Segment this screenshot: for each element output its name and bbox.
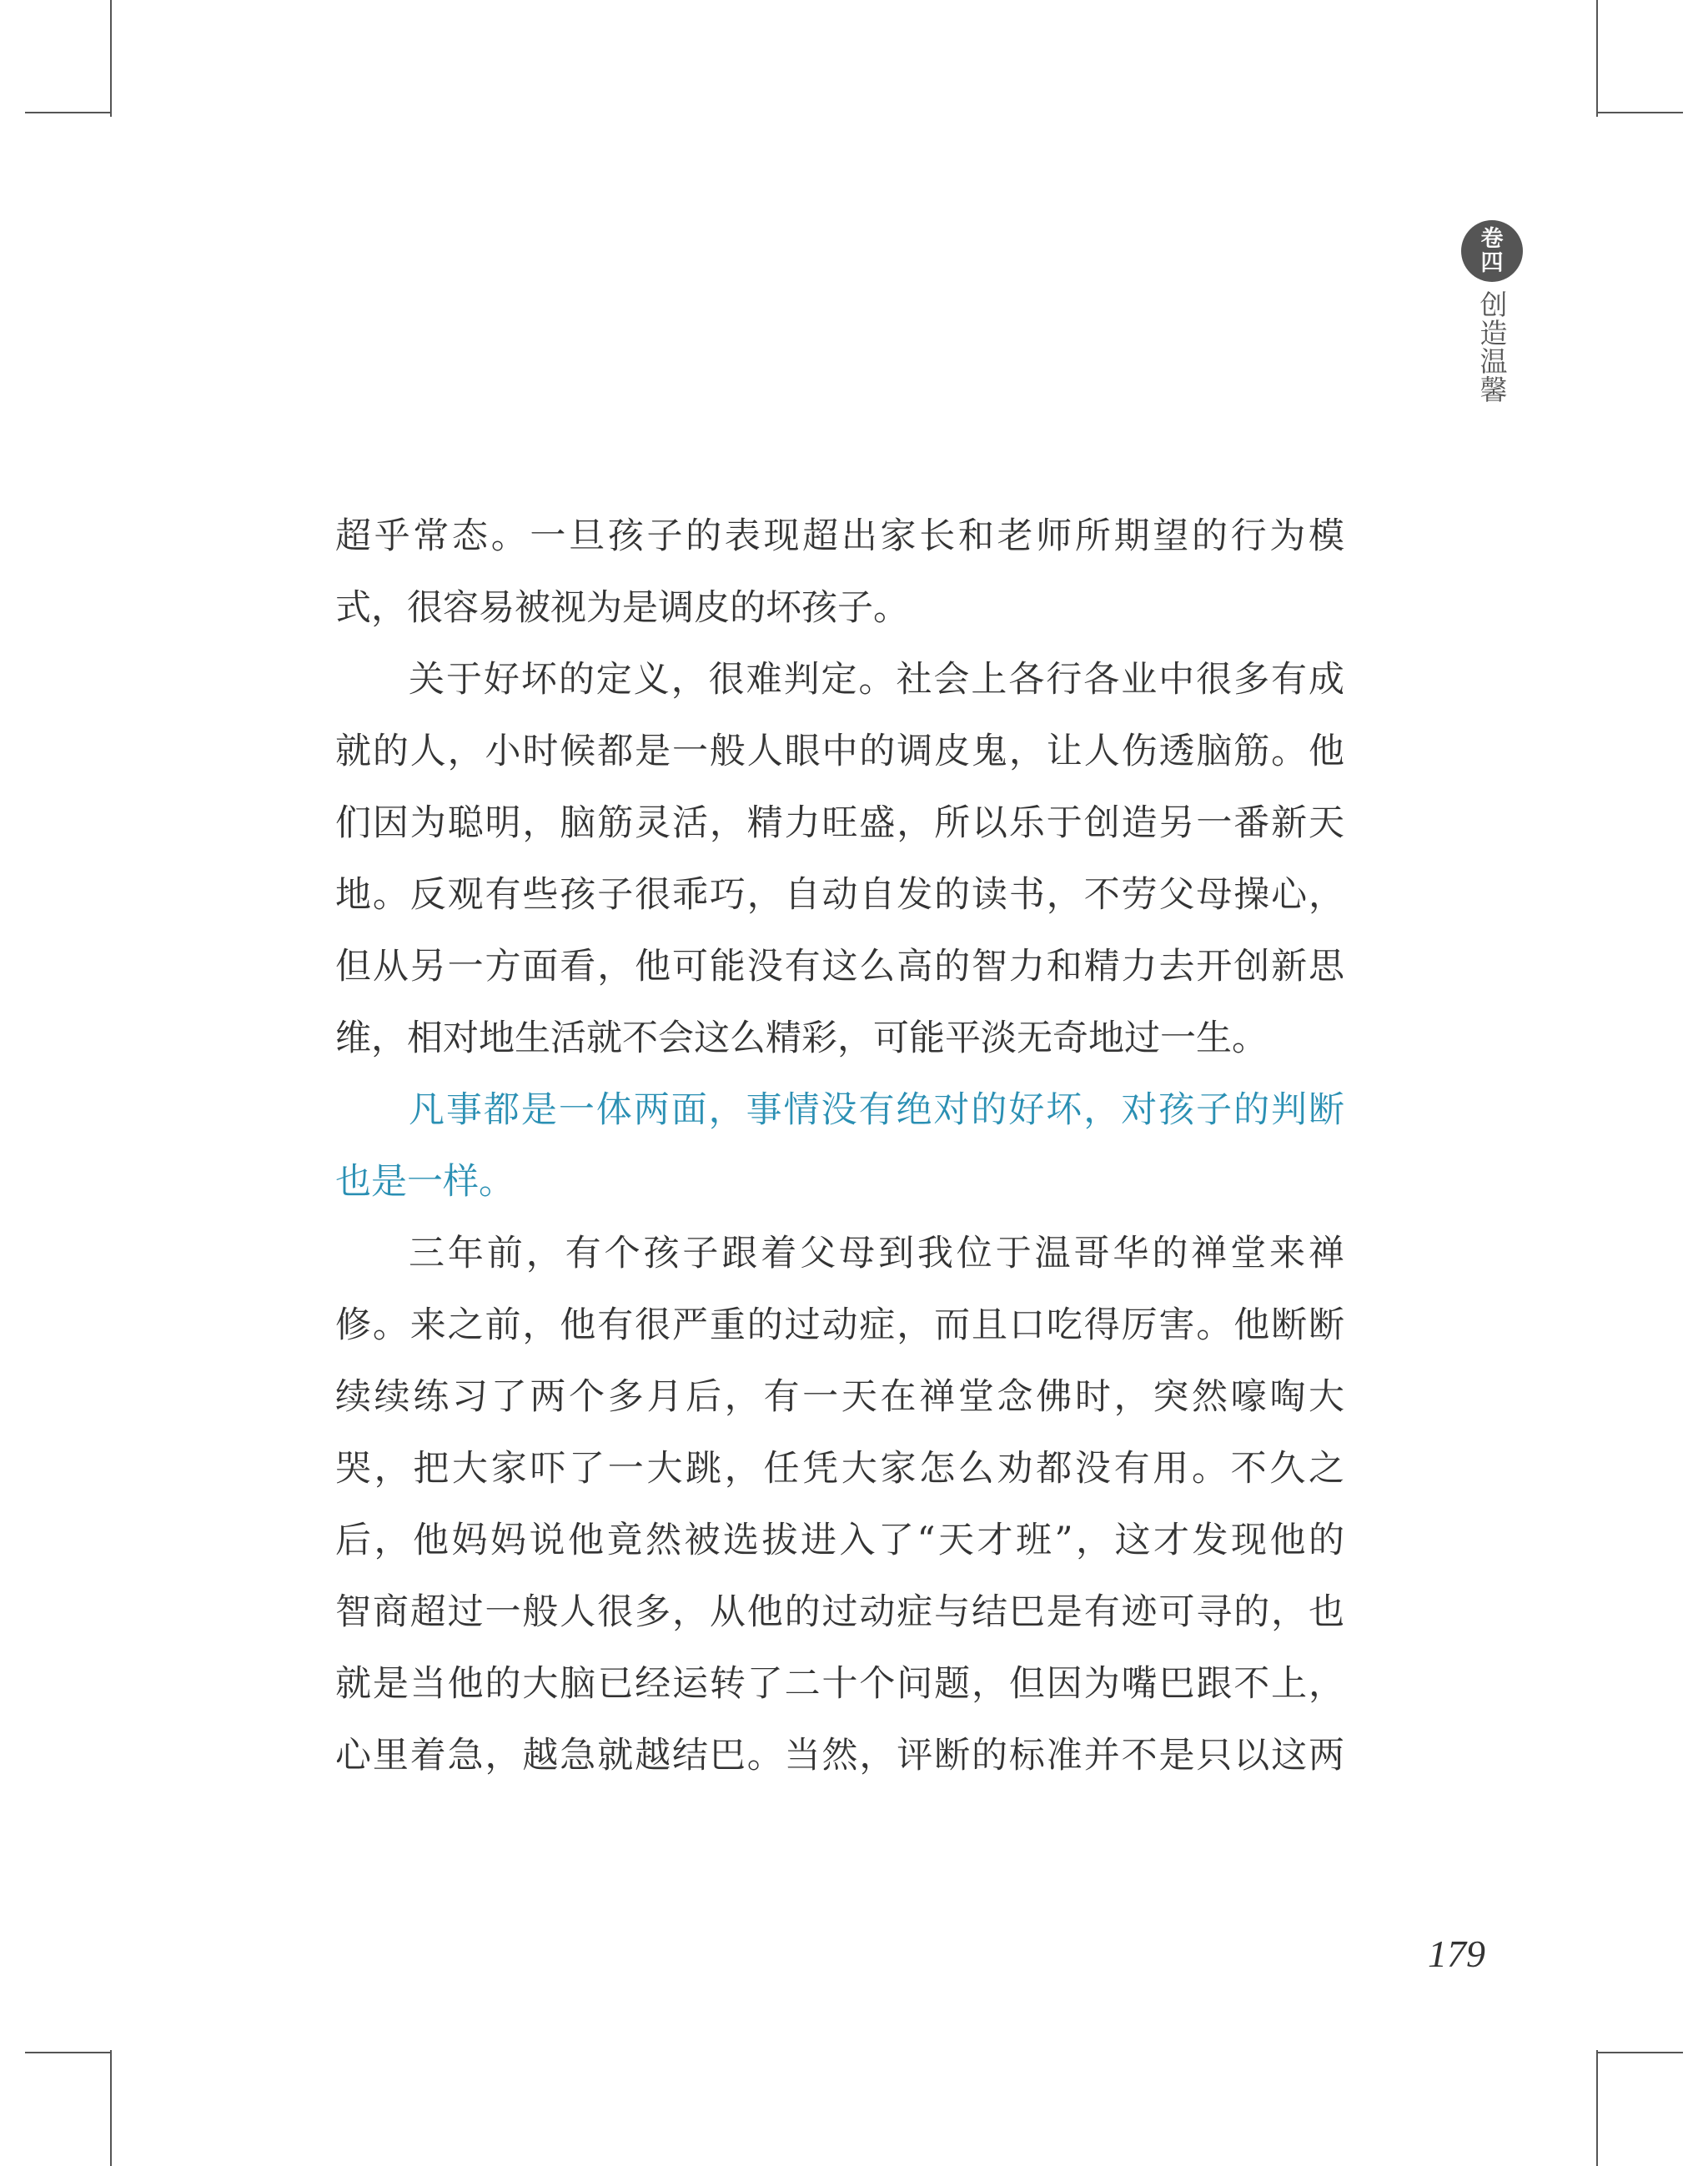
crop-mark-bottom-right-vertical [1596,2050,1598,2166]
text-line: 智商超过一般人很多，从他的过动症与结巴是有迹可寻的，也 [335,1591,1344,1633]
crop-mark-top-right-vertical [1596,0,1598,117]
text-line: 就的人，小时候都是一般人眼中的调皮鬼，让人伤透脑筋。他 [335,731,1344,772]
chapter-badge [1461,220,1523,282]
chapter-title: 创造温馨 [1475,290,1509,404]
text-line: 就是当他的大脑已经运转了二十个问题，但因为嘴巴跟不上， [335,1663,1344,1705]
text-line: 们因为聪明，脑筋灵活，精力旺盛，所以乐于创造另一番新天 [335,802,1344,844]
text-line: 续续练习了两个多月后，有一天在禅堂念佛时，突然嚎啕大 [335,1376,1344,1418]
text-line: 修。来之前，他有很严重的过动症，而且口吃得厉害。他断断 [335,1304,1344,1346]
chapter-badge-top: 卷 [1480,226,1504,252]
crop-mark-top-left-horizontal [25,112,112,113]
crop-mark-bottom-right-horizontal [1596,2052,1683,2053]
text-line: 三年前，有个孩子跟着父母到我位于温哥华的禅堂来禅 [409,1233,1344,1274]
text-line: 式，很容易被视为是调皮的坏孩子。 [335,587,909,629]
text-line: 哭，把大家吓了一大跳，任凭大家怎么劝都没有用。不久之 [335,1448,1344,1490]
highlight-line: 凡事都是一体两面，事情没有绝对的好坏，对孩子的判断 [409,1089,1344,1131]
crop-mark-top-left-vertical [110,0,112,117]
crop-mark-bottom-left-vertical [110,2050,112,2166]
text-line: 超乎常态。一旦孩子的表现超出家长和老师所期望的行为模 [335,515,1344,557]
text-line: 后，他妈妈说他竟然被选拔进入了“天才班”，这才发现他的 [335,1520,1344,1561]
highlight-line: 也是一样。 [335,1161,515,1203]
crop-mark-top-right-horizontal [1596,112,1683,113]
text-line: 维，相对地生活就不会这么精彩，可能平淡无奇地过一生。 [335,1018,1268,1059]
chapter-tab [1459,220,1525,407]
text-line: 地。反观有些孩子很乖巧，自动自发的读书，不劳父母操心， [335,874,1344,916]
body-text [335,500,1344,1792]
chapter-badge-bottom: 四 [1480,250,1504,276]
crop-mark-bottom-left-horizontal [25,2052,112,2053]
text-line: 但从另一方面看，他可能没有这么高的智力和精力去开创新思 [335,946,1344,988]
text-line: 心里着急，越急就越结巴。当然，评断的标准并不是只以这两 [335,1735,1344,1777]
text-line: 关于好坏的定义，很难判定。社会上各行各业中很多有成 [409,659,1344,701]
page-number: 179 [1428,1932,1485,1975]
